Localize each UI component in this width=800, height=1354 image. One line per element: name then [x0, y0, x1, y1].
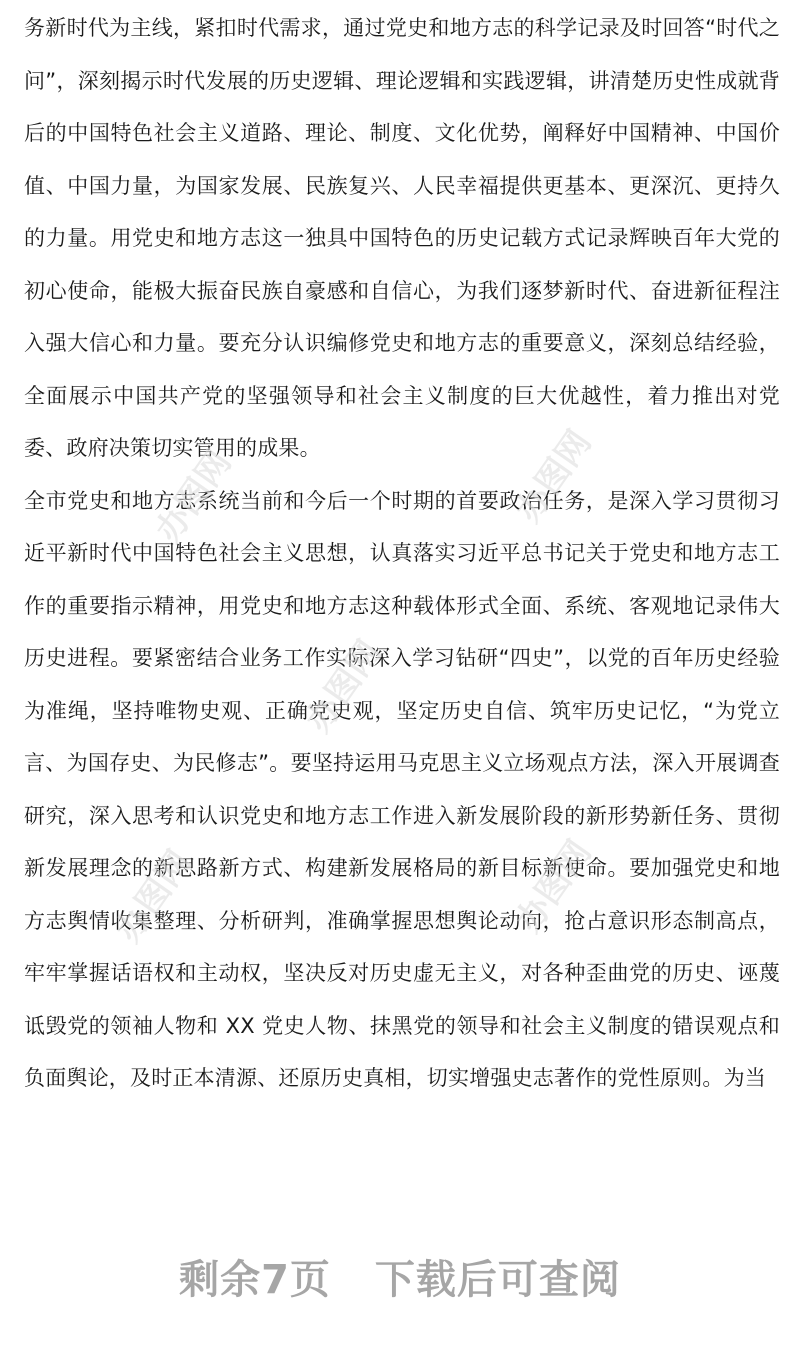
paragraph-1: 务新时代为主线，紧扣时代需求，通过党史和地方志的科学记录及时回答“时代之问”，深刻揭示时代发展的历史逻辑、理论逻辑和实践逻辑，讲清楚历史性成就背后的中国特色社会主义道路、理论、制度、文化优势，阐释好中国精神、中国价值、中国力量，为国家发展、民族复兴、人民幸福提供更基本、更深沉、更持久的力量。用党史和地方志这一独具中国特色的历史记载方式记录辉映百年大党的初心使命，能极大振奋民族自豪感和自信心，为我们逐梦新时代、奋进新征程注入强大信心和力量。要充分认识编修党史和地方志的重要意义，深刻总结经验，全面展示中国共产党的坚强领导和社会主义制度的巨大优越性，着力推出对党委、政府决策切实管用的成果。	[24, 16, 780, 460]
watermark: 办图网	[148, 443, 240, 550]
watermark: 办图网	[108, 843, 200, 950]
document-body	[24, 0, 780, 1105]
paragraph-2: 全市党史和地方志系统当前和今后一个时期的首要政治任务，是深入学习贯彻习近平新时代中国特色社会主义思想，认真落实习近平总书记关于党史和地方志工作的重要指示精神，用党史和地方志这种载体形式全面、系统、客观地记录伟大历史进程。要紧密结合业务工作实际深入学习钻研“四史”，以党的百年历史经验为准绳，坚持唯物史观、正确党史观，坚定历史自信、筑牢历史记忆，“为党立言、为国存史、为民修志”。要坚持运用马克思主义立场观点方法，深入开展调查研究，深入思考和认识党史和地方志工作进入新发展阶段的新形势新任务、贯彻新发展理念的新思路新方式、构建新发展格局的新目标新使命。要加强党史和地方志舆情收集整理、分析研判，准确掌握思想舆论动向，抢占意识形态制高点，牢牢掌握话语权和主动权，坚决反对历史虚无主义，对各种歪曲党的历史、诬蔑诋毁党的领袖人物和 XX 党史人物、抹黑党的领导和社会主义制度的错误观点和负面舆论，及时正本清源、还原历史真相，切实增强史志著作的党性原则。为当	[24, 488, 780, 1090]
download-prompt[interactable]	[0, 1248, 800, 1305]
watermark: 办图网	[508, 833, 600, 940]
watermark: 办图网	[298, 633, 390, 740]
download-hint-label: 下载后可查阅	[374, 1257, 621, 1303]
watermark: 办图网	[508, 423, 600, 530]
remaining-pages-label: 剩余7页	[179, 1257, 331, 1303]
